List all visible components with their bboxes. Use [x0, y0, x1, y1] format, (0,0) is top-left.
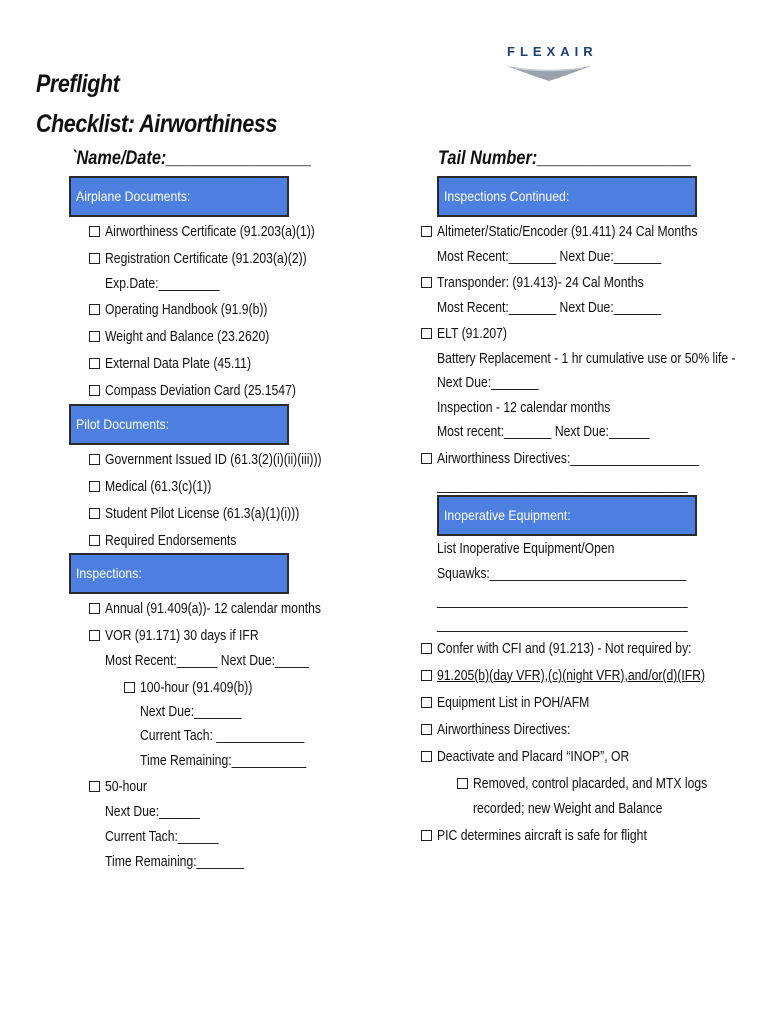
compass-card-checkbox[interactable]	[89, 385, 100, 396]
transponder-checkbox[interactable]	[421, 277, 432, 288]
regs-checkbox[interactable]	[421, 670, 432, 681]
elt-label: ELT (91.207)	[437, 326, 507, 342]
confer-cfi-checkbox[interactable]	[421, 643, 432, 654]
registration-cert-label: Registration Certificate (91.203(a)(2))	[105, 251, 307, 267]
fifty-hour-checkbox[interactable]	[89, 781, 100, 792]
medical-checkbox[interactable]	[89, 481, 100, 492]
elt-inspection-text: Inspection - 12 calendar months	[437, 400, 611, 416]
altimeter-label: Altimeter/Static/Encoder (91.411) 24 Cal Months	[437, 224, 698, 240]
tail-number-field[interactable]: Tail Number:_________________	[438, 148, 692, 169]
elt-checkbox[interactable]	[421, 328, 432, 339]
vor-label: VOR (91.171) 30 days if IFR	[105, 628, 259, 644]
logo-text: FLEXAIR	[507, 44, 598, 59]
airworthiness-directives-checkbox[interactable]	[421, 453, 432, 464]
inspections-continued-header: Inspections Continued:	[437, 176, 697, 217]
altimeter-checkbox[interactable]	[421, 226, 432, 237]
weight-balance-label: Weight and Balance (23.2620)	[105, 329, 270, 345]
removed-label-line2: recorded; new Weight and Balance	[473, 801, 663, 817]
vor-recent-field[interactable]: Most Recent:______ Next Due:_____	[105, 653, 309, 669]
squawks-field[interactable]: Squawks:_____________________________	[437, 566, 687, 582]
endorsements-label: Required Endorsements	[105, 533, 237, 549]
page-title-line2: Checklist: Airworthiness	[36, 110, 277, 138]
transponder-recent-field[interactable]: Most Recent:_______ Next Due:_______	[437, 300, 662, 316]
pilot-documents-header: Pilot Documents:	[69, 404, 289, 445]
exp-date-field[interactable]: Exp.Date:_________	[105, 276, 220, 292]
airplane-documents-header: Airplane Documents:	[69, 176, 289, 217]
pic-label: PIC determines aircraft is safe for flight	[437, 828, 647, 844]
data-plate-checkbox[interactable]	[89, 358, 100, 369]
airworthiness-cert-checkbox[interactable]	[89, 226, 100, 237]
registration-cert-checkbox[interactable]	[89, 253, 100, 264]
page-title-line1: Preflight	[36, 70, 120, 98]
government-id-checkbox[interactable]	[89, 454, 100, 465]
flexair-logo	[505, 44, 598, 84]
hundred-hour-time-remaining-field[interactable]: Time Remaining:___________	[140, 753, 307, 769]
inoperative-equipment-header: Inoperative Equipment:	[437, 495, 697, 536]
government-id-label: Government Issued ID (61.3(2)(i)(ii)(iii)))	[105, 452, 322, 468]
airworthiness-directives-field[interactable]: Airworthiness Directives:___________________	[437, 451, 700, 467]
removed-label-line1: Removed, control placarded, and MTX logs	[473, 776, 708, 792]
inop-ad-label: Airworthiness Directives:	[437, 722, 571, 738]
pic-checkbox[interactable]	[421, 830, 432, 841]
regs-link[interactable]: 91.205(b)(day VFR),(c)(night VFR),and/or(d)(IFR)	[437, 668, 706, 684]
inspections-header: Inspections:	[69, 553, 289, 594]
medical-label: Medical (61.3(c)(1))	[105, 479, 212, 495]
hundred-hour-checkbox[interactable]	[124, 682, 135, 693]
compass-card-label: Compass Deviation Card (25.1547)	[105, 383, 296, 399]
fifty-hour-next-due-field[interactable]: Next Due:______	[105, 804, 200, 820]
operating-handbook-label: Operating Handbook (91.9(b))	[105, 302, 268, 318]
logo-swoosh-icon	[505, 60, 593, 82]
annual-label: Annual (91.409(a))- 12 calendar months	[105, 601, 321, 617]
equipment-list-label: Equipment List in POH/AFM	[437, 695, 590, 711]
operating-handbook-checkbox[interactable]	[89, 304, 100, 315]
airworthiness-cert-label: Airworthiness Certificate (91.203(a)(1))	[105, 224, 315, 240]
deactivate-checkbox[interactable]	[421, 751, 432, 762]
hundred-hour-label: 100-hour (91.409(b))	[140, 680, 253, 696]
weight-balance-checkbox[interactable]	[89, 331, 100, 342]
fifty-hour-time-remaining-field[interactable]: Time Remaining:_______	[105, 854, 245, 870]
transponder-label: Transponder: (91.413)- 24 Cal Months	[437, 275, 644, 291]
squawks-line4[interactable]: _____________________________________	[437, 617, 688, 633]
inop-ad-checkbox[interactable]	[421, 724, 432, 735]
data-plate-label: External Data Plate (45.11)	[105, 356, 252, 372]
elt-next-due-field[interactable]: Next Due:_______	[437, 375, 539, 391]
student-license-label: Student Pilot License (61.3(a)(1)(i)))	[105, 506, 300, 522]
airworthiness-directives-line2[interactable]: _____________________________________	[437, 478, 688, 494]
squawks-line3[interactable]: _____________________________________	[437, 593, 688, 609]
removed-checkbox[interactable]	[457, 778, 468, 789]
inoperative-list-label: List Inoperative Equipment/Open	[437, 541, 615, 557]
student-license-checkbox[interactable]	[89, 508, 100, 519]
hundred-hour-current-tach-field[interactable]: Current Tach: _____________	[140, 728, 305, 744]
name-date-field[interactable]: `Name/Date:________________	[71, 148, 312, 169]
elt-recent-field[interactable]: Most recent:_______ Next Due:______	[437, 424, 650, 440]
annual-checkbox[interactable]	[89, 603, 100, 614]
deactivate-label: Deactivate and Placard “INOP”, OR	[437, 749, 630, 765]
altimeter-recent-field[interactable]: Most Recent:_______ Next Due:_______	[437, 249, 662, 265]
confer-cfi-label: Confer with CFI and (91.213) - Not required by:	[437, 641, 692, 657]
hundred-hour-next-due-field[interactable]: Next Due:_______	[140, 704, 242, 720]
endorsements-checkbox[interactable]	[89, 535, 100, 546]
fifty-hour-label: 50-hour	[105, 779, 147, 795]
fifty-hour-current-tach-field[interactable]: Current Tach:______	[105, 829, 219, 845]
equipment-list-checkbox[interactable]	[421, 697, 432, 708]
elt-battery-text: Battery Replacement - 1 hr cumulative use or 50% life -	[437, 351, 736, 367]
vor-checkbox[interactable]	[89, 630, 100, 641]
